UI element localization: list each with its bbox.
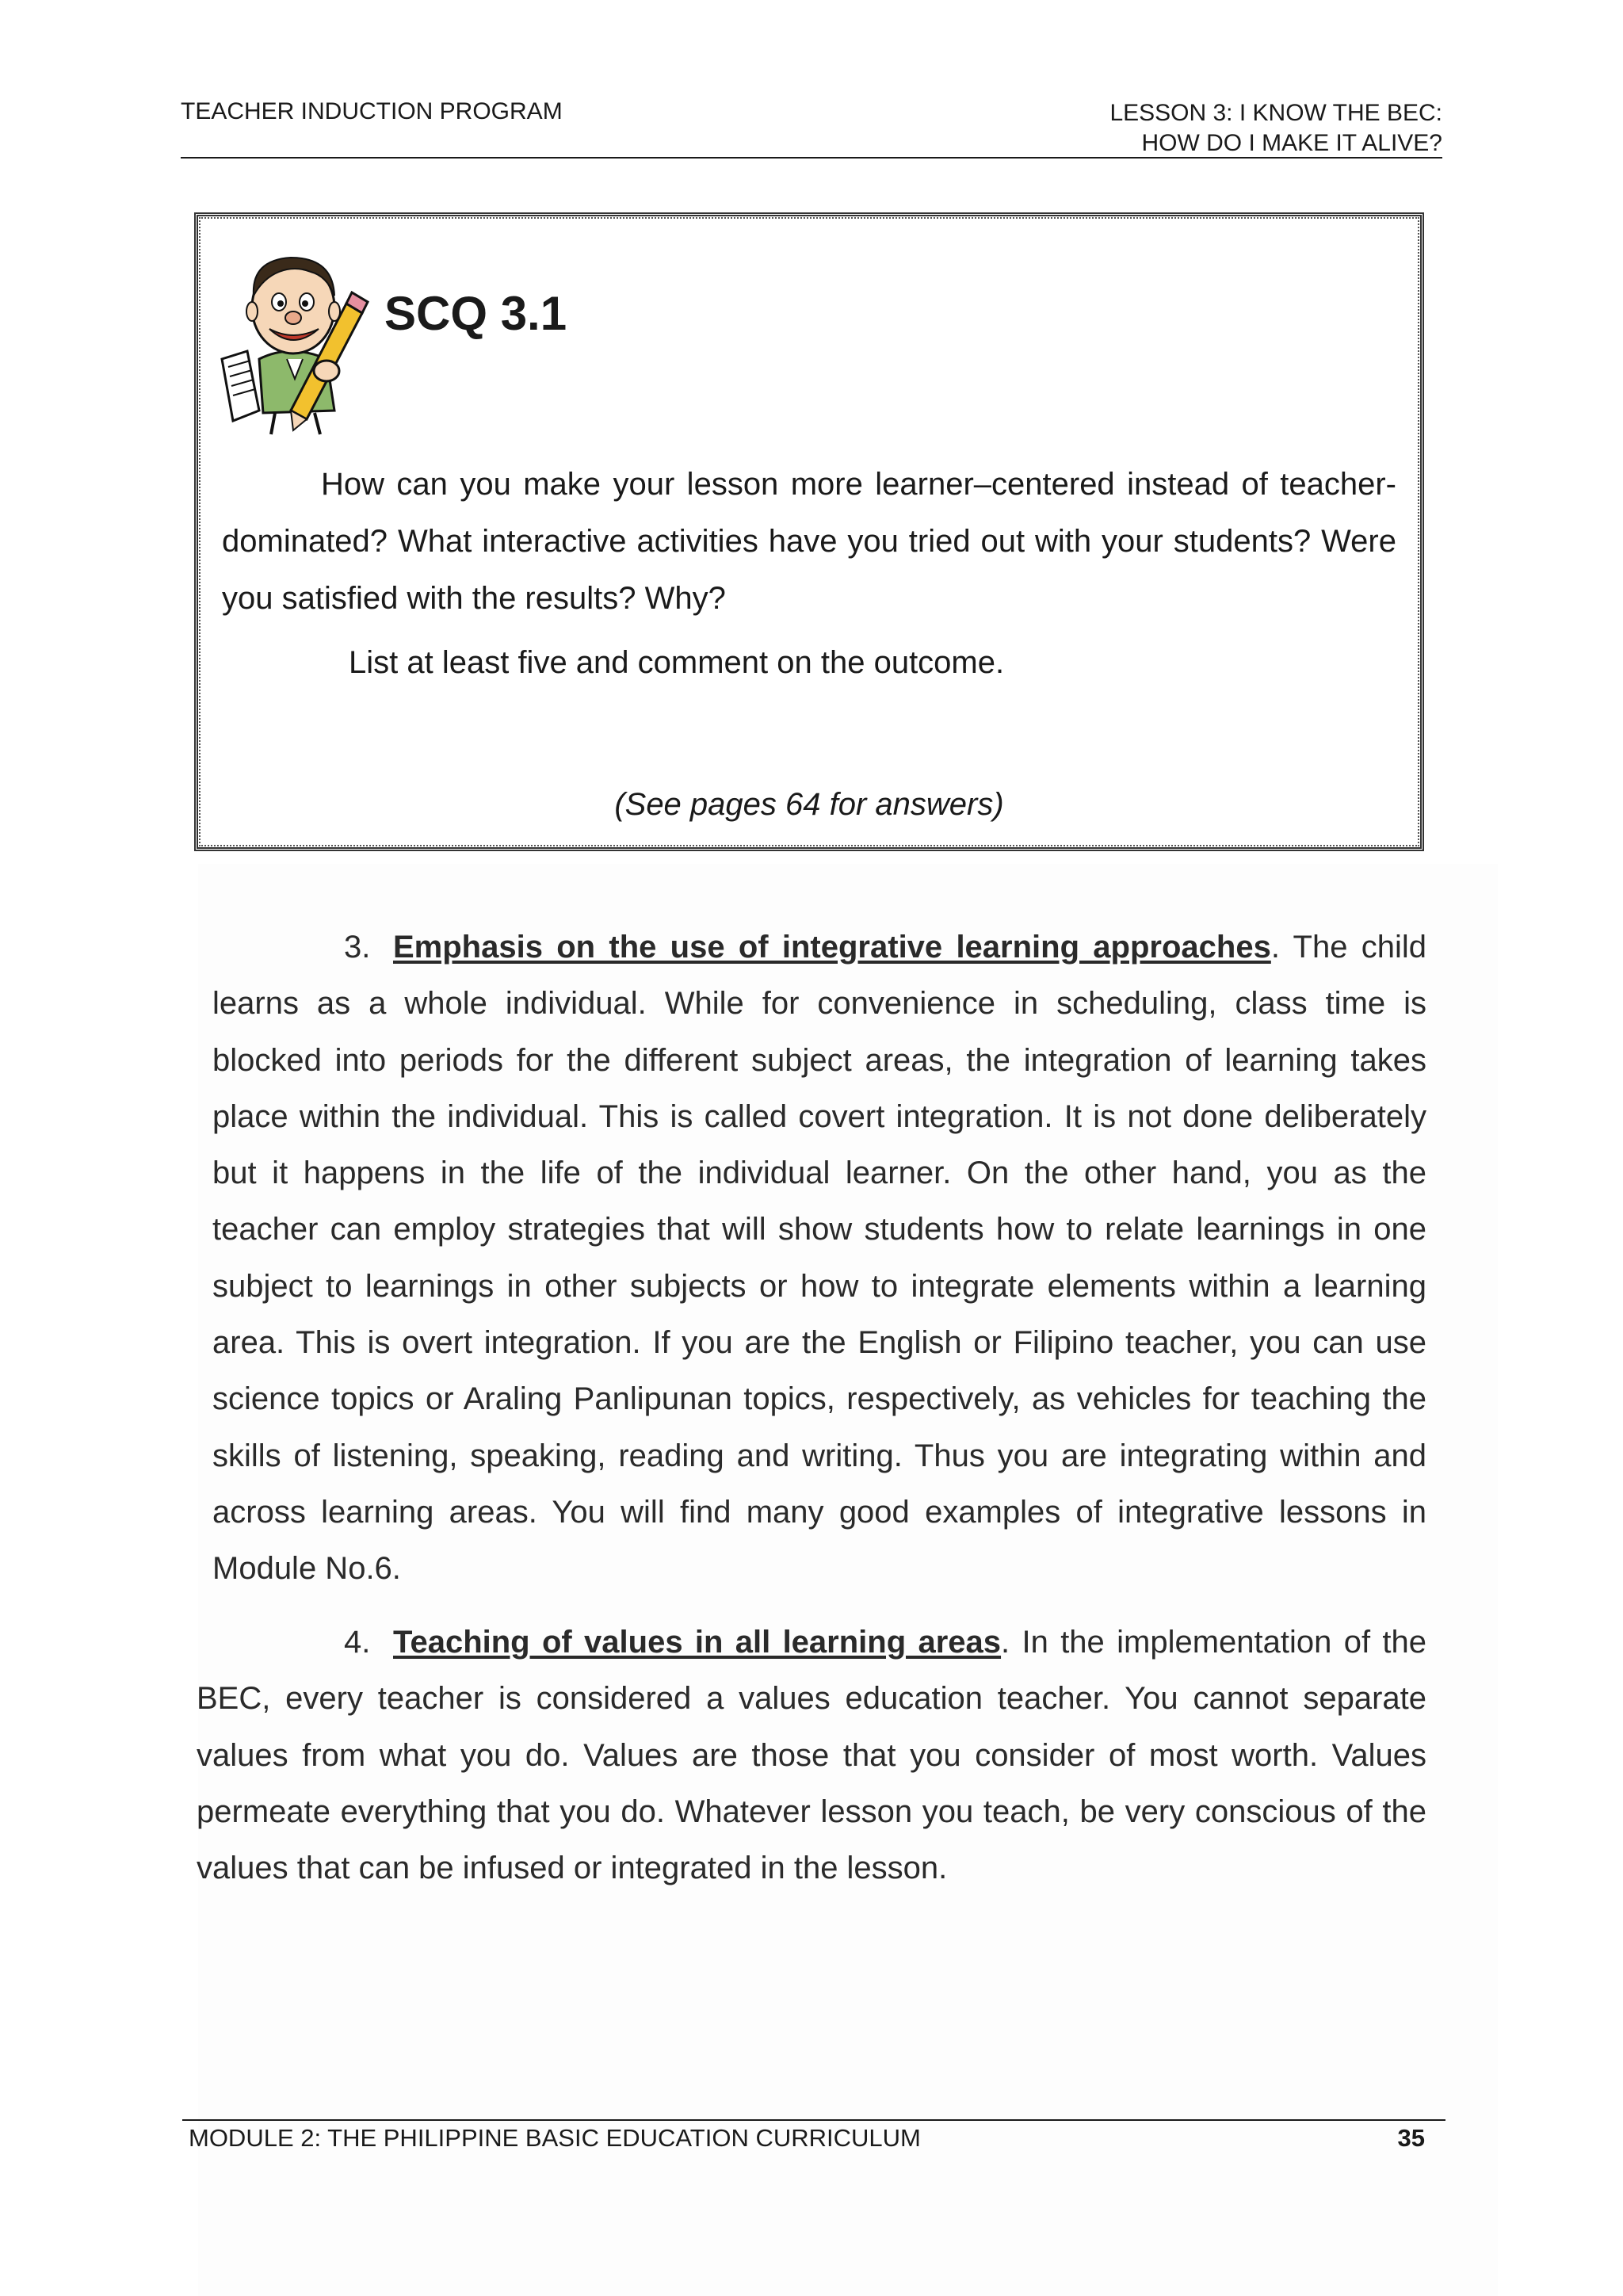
scq-title: SCQ 3.1 bbox=[384, 287, 567, 340]
scq-box bbox=[194, 212, 1424, 851]
section-paragraph bbox=[212, 919, 1426, 1598]
section-body-text: The child learns as a whole individual. While for convenience in scheduling, class time is blocked into periods for the different subject areas, the integration of learning takes place within the individual. This is called covert integration. It is not done deliberately but it happens in the life of the individual learner. On the other hand, you as the teacher can employ strategies that will show students how to relate learnings in one subject to learnings in other subjects or how to integrate elements within a learning area. This is overt integration. If you are the English or Filipino teacher, you can use science topics or Araling Panlipunan topics, respectively, as vehicles for teaching the skills of listening, speaking, reading and writing. Thus you are integrating within and across learning areas. You will find many good examples of integrative lessons in Module No.6. bbox=[212, 930, 1426, 1587]
header-lesson-line-1: LESSON 3: I KNOW THE BEC: bbox=[1109, 100, 1442, 126]
scq-answer-reference: (See pages 64 for answers) bbox=[614, 787, 1004, 822]
header-divider bbox=[181, 157, 1442, 159]
header-lesson-title bbox=[1109, 98, 1442, 159]
section-heading-punct: . bbox=[1001, 1625, 1010, 1660]
section-heading: Emphasis on the use of integrative learning approaches bbox=[393, 930, 1271, 965]
section-body-text: In the implementation of the BEC, every teacher is considered a values education teacher. You cannot separate values from what you do. Values are those that you consider of most worth. Values permeate everything that you do. Whatever lesson you teach, be very conscious of the values that can be infused or integrated in the lesson. bbox=[197, 1625, 1426, 1886]
header-lesson-line-2: HOW DO I MAKE IT ALIVE? bbox=[1141, 130, 1442, 156]
section-number: 4. bbox=[344, 1625, 371, 1660]
notepad-shape bbox=[222, 351, 259, 421]
footer-divider bbox=[182, 2119, 1445, 2121]
scq-question: How can you make your lesson more learner–centered instead of teacher-dominated? What interactive activities have you tried out with your students? Were you satisfied with the results? Why? bbox=[222, 467, 1396, 616]
page-number: 35 bbox=[1397, 2124, 1425, 2152]
section-paragraph bbox=[197, 1614, 1426, 1897]
section-heading-punct: . bbox=[1270, 930, 1280, 965]
teacher-with-pencil-icon bbox=[216, 240, 374, 438]
header-program-title: TEACHER INDUCTION PROGRAM bbox=[181, 98, 563, 124]
section-number: 3. bbox=[344, 930, 371, 965]
footer-module-title: MODULE 2: THE PHILIPPINE BASIC EDUCATION CURRICULUM bbox=[189, 2124, 921, 2152]
scq-task: List at least five and comment on the outcome. bbox=[349, 645, 1005, 680]
section-heading: Teaching of values in all learning areas bbox=[393, 1625, 1002, 1660]
